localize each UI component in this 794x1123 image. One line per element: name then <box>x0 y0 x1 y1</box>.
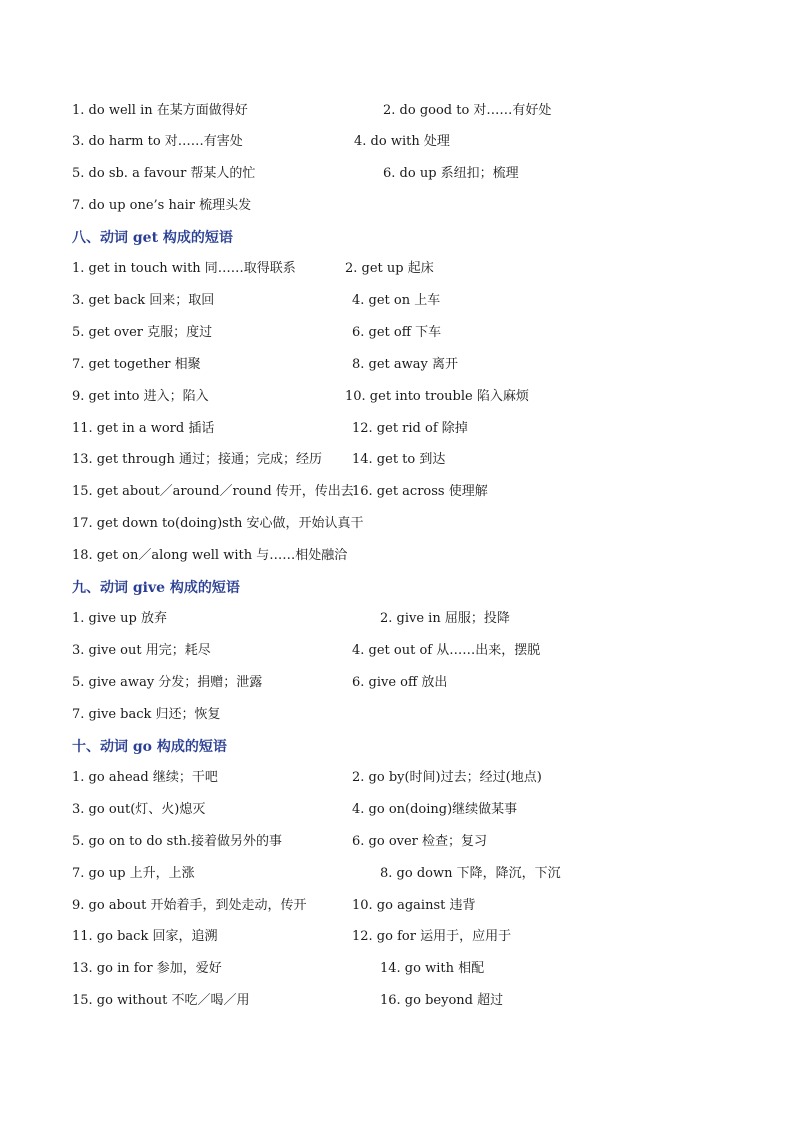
phrase-item: 14. get to 到达 <box>352 452 446 467</box>
section-heading-go: 十、动词 go 构成的短语 <box>72 739 227 755</box>
phrase-row <box>72 800 752 820</box>
phrase-item: 10. go against 违背 <box>352 898 476 913</box>
phrase-item: 5. do sb. a favour 帮某人的忙 <box>72 166 256 181</box>
phrase-item: 4. go on(doing)继续做某事 <box>352 802 518 817</box>
phrase-item: 2. do good to 对……有好处 <box>383 103 552 118</box>
section-heading-give: 九、动词 give 构成的短语 <box>72 580 240 596</box>
phrase-item: 10. get into trouble 陷入麻烦 <box>345 389 529 404</box>
phrase-item: 7. go up 上升，上涨 <box>72 866 195 881</box>
phrase-item: 8. go down 下降，降沉，下沉 <box>380 866 561 881</box>
phrase-row <box>72 609 752 629</box>
phrase-item: 1. give up 放弃 <box>72 611 168 626</box>
section-heading-get: 八、动词 get 构成的短语 <box>72 230 233 246</box>
phrase-row <box>72 705 752 725</box>
phrase-row <box>72 323 752 343</box>
phrase-item: 6. get off 下车 <box>352 325 442 340</box>
phrase-item: 12. get rid of 除掉 <box>352 421 468 436</box>
phrase-row <box>72 482 752 502</box>
phrase-item: 17. get down to(doing)sth 安心做，开始认真干 <box>72 516 364 531</box>
phrase-row <box>72 355 752 375</box>
phrase-item: 15. get about／around／round 传开，传出去 <box>72 484 354 499</box>
phrase-row <box>72 387 752 407</box>
phrase-item: 12. go for 运用于，应用于 <box>352 929 512 944</box>
phrase-row <box>72 514 752 534</box>
phrase-item: 11. go back 回家，追溯 <box>72 929 218 944</box>
phrase-item: 16. get across 使理解 <box>352 484 488 499</box>
phrase-item: 7. do up one’s hair 梳理头发 <box>72 198 252 213</box>
phrase-row <box>72 768 752 788</box>
phrase-item: 3. get back 回来；取回 <box>72 293 215 308</box>
phrase-row <box>72 164 752 184</box>
phrase-row <box>72 546 752 566</box>
phrase-item: 3. go out(灯、火)熄灭 <box>72 802 206 817</box>
phrase-item: 9. get into 进入；陷入 <box>72 389 209 404</box>
phrase-item: 5. go on to do sth.接着做另外的事 <box>72 834 283 849</box>
phrase-item: 5. get over 克服；度过 <box>72 325 213 340</box>
phrase-item: 4. get out of 从……出来，摆脱 <box>352 643 541 658</box>
phrase-item: 4. get on 上车 <box>352 293 441 308</box>
phrase-item: 15. go without 不吃／喝／用 <box>72 993 250 1008</box>
phrase-row <box>72 419 752 439</box>
phrase-item: 13. get through 通过；接通；完成；经历 <box>72 452 323 467</box>
phrase-item: 2. go by(时间)过去；经过(地点) <box>352 770 542 785</box>
phrase-row <box>72 927 752 947</box>
phrase-row <box>72 259 752 279</box>
phrase-item: 7. give back 归还；恢复 <box>72 707 221 722</box>
phrase-item: 5. give away 分发；捐赠；泄露 <box>72 675 263 690</box>
phrase-item: 2. give in 屈服；投降 <box>380 611 510 626</box>
phrase-row <box>72 832 752 852</box>
phrase-row <box>72 450 752 470</box>
phrase-item: 3. do harm to 对……有害处 <box>72 134 243 149</box>
phrase-row <box>72 641 752 661</box>
phrase-item: 9. go about 开始着手，到处走动，传开 <box>72 898 307 913</box>
phrase-item: 1. do well in 在某方面做得好 <box>72 103 248 118</box>
phrase-row <box>72 101 752 121</box>
phrase-row <box>72 673 752 693</box>
phrase-item: 7. get together 相聚 <box>72 357 201 372</box>
phrase-item: 6. go over 检查；复习 <box>352 834 488 849</box>
phrase-row <box>72 196 752 216</box>
phrase-row <box>72 959 752 979</box>
phrase-row <box>72 896 752 916</box>
phrase-item: 13. go in for 参加，爱好 <box>72 961 222 976</box>
phrase-item: 4. do with 处理 <box>354 134 450 149</box>
phrase-row <box>72 991 752 1011</box>
phrase-item: 8. get away 离开 <box>352 357 459 372</box>
phrase-row <box>72 864 752 884</box>
phrase-item: 18. get on／along well with 与……相处融洽 <box>72 548 348 563</box>
phrase-row <box>72 291 752 311</box>
phrase-item: 14. go with 相配 <box>380 961 485 976</box>
phrase-row <box>72 132 752 152</box>
phrase-item: 16. go beyond 超过 <box>380 993 504 1008</box>
phrase-item: 6. give off 放出 <box>352 675 448 690</box>
phrase-item: 11. get in a word 插话 <box>72 421 215 436</box>
phrase-item: 6. do up 系纽扣；梳理 <box>383 166 519 181</box>
phrase-item: 1. go ahead 继续；干吧 <box>72 770 218 785</box>
phrase-item: 3. give out 用完；耗尽 <box>72 643 211 658</box>
phrase-item: 1. get in touch with 同……取得联系 <box>72 261 296 276</box>
phrase-item: 2. get up 起床 <box>345 261 434 276</box>
